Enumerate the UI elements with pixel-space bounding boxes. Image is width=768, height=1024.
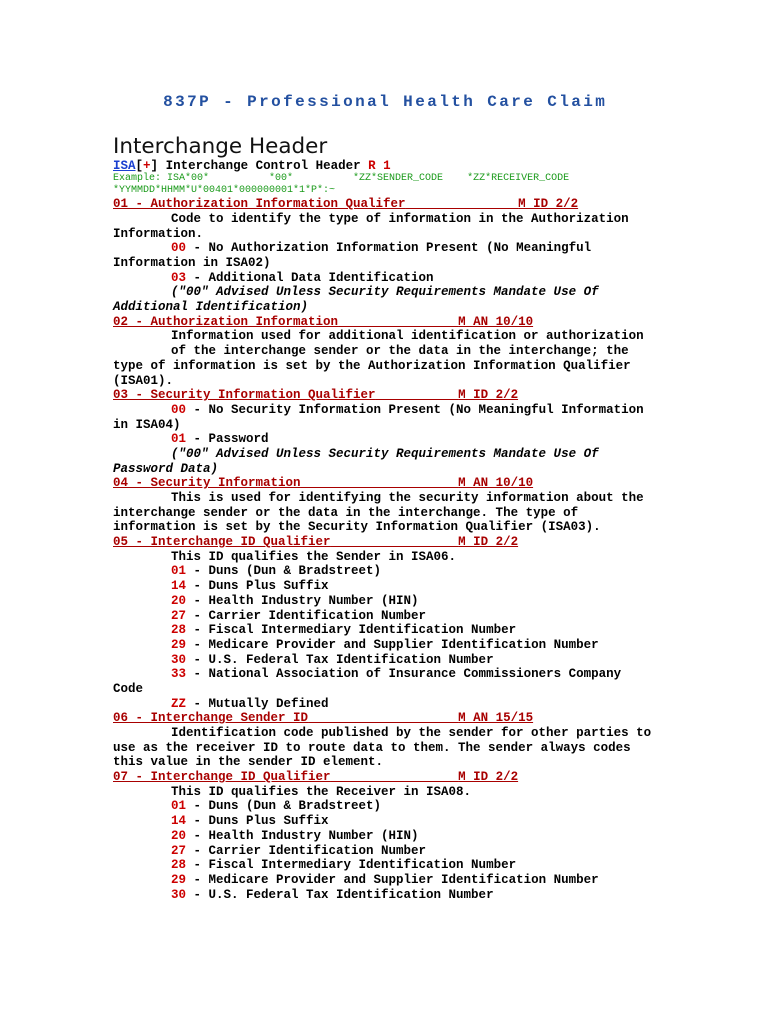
code-description-continued: Code [113,681,144,696]
description-line: (ISA01). [113,373,174,388]
code-description: - Carrier Identification Number [193,608,427,623]
element-spec: M AN 10/10 [458,476,534,491]
code-entry [113,564,713,579]
code-value: 14 [171,814,187,829]
code-entry [113,609,713,624]
description-line: Information. [113,226,204,241]
element-02 [113,315,713,388]
element-header [113,197,713,212]
code-description: - Carrier Identification Number [193,843,427,858]
code-value: 33 [171,667,187,682]
code-value: 29 [171,872,187,887]
element-01 [113,197,713,315]
element-header [113,388,713,403]
code-entry [113,403,713,418]
note-line: Additional Identification) [113,300,309,315]
code-value: 00 [171,402,187,417]
description-line: Information used for additional identification or authorization [171,329,644,344]
code-value: 01 [171,799,187,814]
code-value: 29 [171,637,187,652]
element-label: 06 - Interchange Sender ID [113,711,309,726]
code-description: - U.S. Federal Tax Identification Number [193,887,494,902]
code-entry [113,799,713,814]
code-description: - Medicare Provider and Supplier Identification Number [193,637,599,652]
code-description: - Password [193,432,269,447]
element-spec: M ID 2/2 [458,535,519,550]
code-value: 20 [171,828,187,843]
code-entry [113,432,713,447]
element-07 [113,770,713,902]
element-label: 03 - Security Information Qualifier [113,388,376,403]
description-line: interchange sender or the data in the interchange. The type of [113,505,579,520]
element-04 [113,476,713,535]
code-entry [113,844,713,859]
code-entry [113,858,713,873]
code-entry [113,814,713,829]
code-entry [113,829,713,844]
description-line: This is used for identifying the security information about the [171,491,644,506]
description-line: This ID qualifies the Sender in ISA06. [171,549,457,564]
code-value: 27 [171,843,187,858]
code-description: - Duns Plus Suffix [193,814,329,829]
underline-spacer [376,388,459,402]
code-description: - No Authorization Information Present (No Meaningful [193,241,592,256]
code-entry [113,638,713,653]
element-label: 04 - Security Information [113,476,301,491]
code-entry [113,271,713,286]
code-value: 28 [171,858,187,873]
element-header [113,476,713,491]
description-line: this value in the sender ID element. [113,755,384,770]
example-label: Example: [113,173,162,185]
code-description: - National Association of Insurance Commissioners Company [193,667,622,682]
code-entry [113,579,713,594]
example-line [113,173,713,185]
element-header [113,315,713,330]
code-entry [113,667,713,682]
underline-spacer [331,535,459,549]
example-value: ISA*00* *00* *ZZ*SENDER_CODE *ZZ*RECEIVER_CODE [167,173,570,185]
element-spec: M ID 2/2 [458,770,519,785]
code-value: 28 [171,623,187,638]
element-label: 05 - Interchange ID Qualifier [113,535,331,550]
code-value: 20 [171,593,187,608]
document-title: 837P - Professional Health Care Claim [163,93,608,111]
example-value: *YYMMDD*HHMM*U*00401*000000001*1*P*:~ [113,185,336,197]
code-value: 00 [171,241,187,256]
code-value: 01 [171,432,187,447]
element-03 [113,388,713,476]
code-value: 30 [171,887,187,902]
code-description: - Health Industry Number (HIN) [193,593,419,608]
element-header [113,711,713,726]
code-entry [113,873,713,888]
description-line: Identification code published by the sender for other parties to [171,726,652,741]
example-block [113,173,713,197]
code-description-continued: in ISA04) [113,417,181,432]
note-line: ("00" Advised Unless Security Requirements Mandate Use Of [171,285,599,300]
segment-header [113,159,713,174]
expand-bracket-close: ] [150,158,159,173]
note-line: Password Data) [113,461,219,476]
segment-name: Interchange Control Header [165,158,361,173]
code-entry [113,594,713,609]
code-description: - Health Industry Number (HIN) [193,828,419,843]
code-description: - Duns (Dun & Bradstreet) [193,799,382,814]
usage-requirement: R 1 [368,158,391,173]
code-entry [113,653,713,668]
element-label: 02 - Authorization Information [113,314,339,329]
code-value: 27 [171,608,187,623]
code-description: - Duns Plus Suffix [193,579,329,594]
underline-spacer [301,476,459,490]
code-description: - Fiscal Intermediary Identification Number [193,858,517,873]
description-line: of the interchange sender or the data in the interchange; the [171,344,629,359]
section-heading: Interchange Header [113,134,328,159]
code-description: - No Security Information Present (No Meaningful Information [193,402,644,417]
element-spec: M ID 2/2 [458,388,519,403]
code-value: 03 [171,270,187,285]
element-spec: M ID 2/2 [518,197,579,212]
element-06 [113,711,713,770]
code-description: - Duns (Dun & Bradstreet) [193,564,382,579]
code-description: - Additional Data Identification [193,270,434,285]
code-description-continued: Information in ISA02) [113,256,271,271]
underline-spacer [308,711,458,725]
expand-toggle[interactable]: + [143,158,151,173]
element-label: 01 - Authorization Information Qualifer [113,197,406,212]
element-05 [113,535,713,711]
code-description: - Medicare Provider and Supplier Identification Number [193,872,599,887]
code-entry [113,888,713,903]
description-line: type of information is set by the Authorization Information Qualifier [113,358,631,373]
code-entry [113,697,713,712]
description-line: This ID qualifies the Receiver in ISA08. [171,784,472,799]
segment-id-link[interactable]: ISA [113,158,136,173]
code-entry [113,241,713,256]
description-line: information is set by the Security Information Qualifier (ISA03). [113,520,601,535]
code-description: - Fiscal Intermediary Identification Number [193,623,517,638]
underline-spacer [331,770,459,784]
code-description: - U.S. Federal Tax Identification Number [193,652,494,667]
element-label: 07 - Interchange ID Qualifier [113,770,331,785]
element-spec: M AN 15/15 [458,711,534,726]
description-line: Code to identify the type of information in the Authorization [171,211,629,226]
expand-bracket-open: [ [135,158,144,173]
description-line: use as the receiver ID to route data to them. The sender always codes [113,740,631,755]
code-value: 30 [171,652,187,667]
element-spec: M AN 10/10 [458,314,534,329]
segment-definition [113,159,713,903]
code-value: 14 [171,579,187,594]
code-value: ZZ [171,696,187,711]
code-entry [113,623,713,638]
note-line: ("00" Advised Unless Security Requirements Mandate Use Of [171,446,599,461]
example-line [113,185,713,197]
code-value: 01 [171,564,187,579]
element-header [113,535,713,550]
underline-spacer [406,197,519,211]
underline-spacer [338,315,458,329]
code-description: - Mutually Defined [193,696,329,711]
element-header [113,770,713,785]
